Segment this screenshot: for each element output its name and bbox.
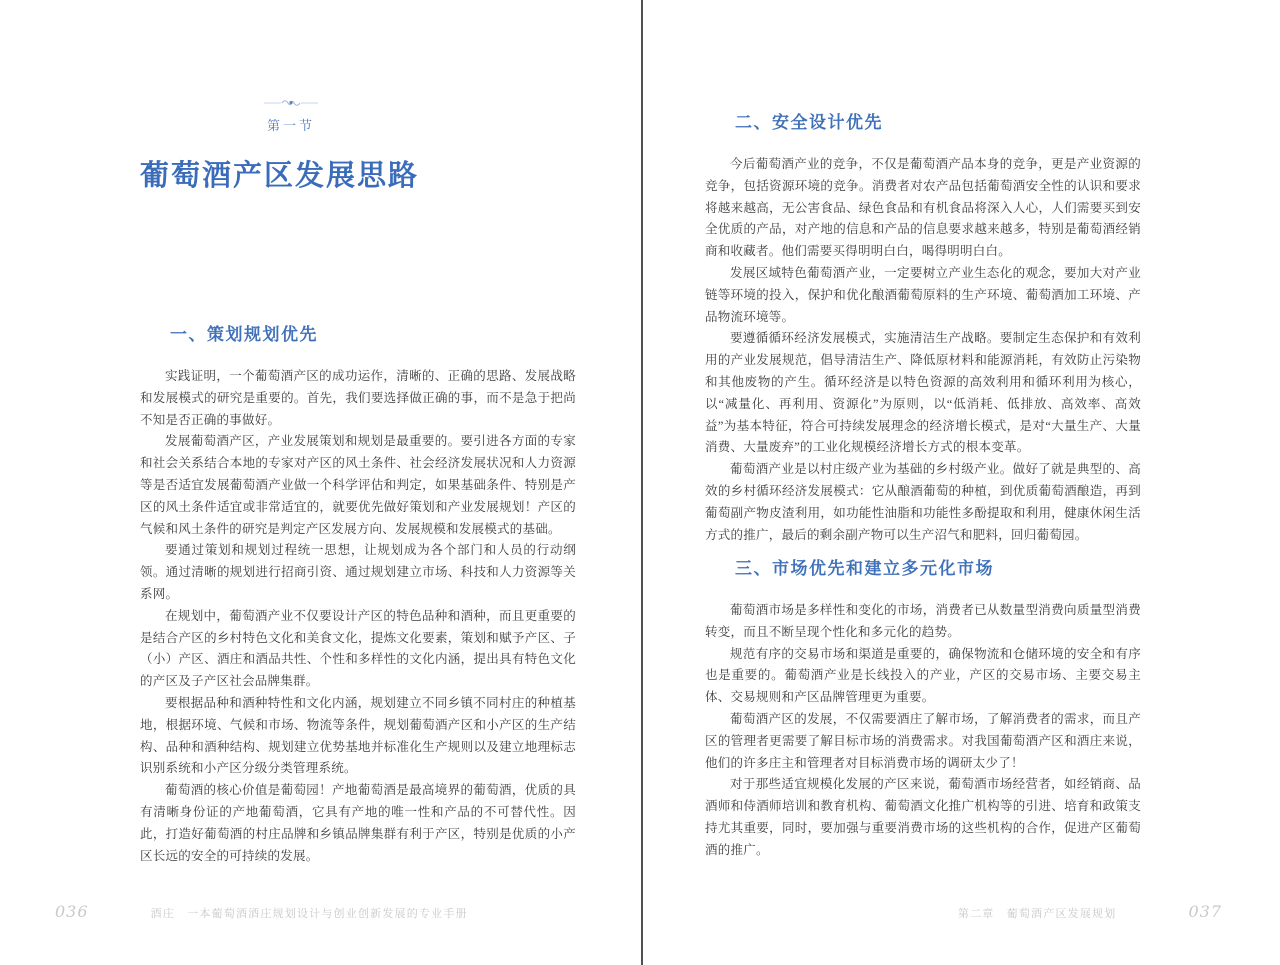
section-heading: 一、策划规划优先 bbox=[170, 325, 318, 344]
right-page-number: 037 bbox=[1188, 902, 1222, 921]
paragraph: 发展区域特色葡萄酒产业，一定要树立产业生态化的观念，要加大对产业链等环境的投入，保护和优化酿酒葡萄原料的生产环境、葡萄酒加工环境、产品物流环境等。 bbox=[705, 265, 1141, 324]
paragraph: 葡萄酒产业是以村庄级产业为基础的乡村级产业。做好了就是典型的、高效的乡村循环经济发展模式：它从酿酒葡萄的种植，到优质葡萄酒酿造，再到葡萄副产物皮渣利用，如功能性油脂和功能性多酚提取和利用，健康休闲生活方式的推广，最后的剩余副产物可以生产沼气和肥料，回归葡萄园。 bbox=[705, 462, 1141, 542]
paragraph: 要根据品种和酒种特性和文化内涵，规划建立不同乡镇不同村庄的种植基地，根据环境、气候和市场、物流等条件，规划葡萄酒产区和小产区的生产结构、品种和酒种结构、规划建立优势基地并标准化生产规则以及建立地理标志识别系统和小产区分级分类管理系统。 bbox=[140, 695, 576, 776]
chapter-running-footer: 第二章 葡萄酒产区发展规划 bbox=[957, 908, 1117, 920]
paragraph: 实践证明，一个葡萄酒产区的成功运作，清晰的、正确的思路、发展战略和发展模式的研究是重要的。首先，我们要选择做正确的事，而不是急于把尚不知是否正确的事做好。 bbox=[140, 369, 576, 427]
left-page-number: 036 bbox=[55, 902, 89, 921]
paragraph: 要通过策划和规划过程统一思想，让规划成为各个部门和人员的行动纲领。通过清晰的规划进行招商引资、通过规划建立市场、科技和人力资源等关系网。 bbox=[140, 543, 576, 601]
paragraph: 在规划中，葡萄酒产业不仅要设计产区的特色品种和酒种，而且更重要的是结合产区的乡村特色文化和美食文化，提炼文化要素，策划和赋予产区、子（小）产区、酒庄和酒品共性、个性和多样性的文化内涵，提出具有特色文化的产区及子产区社会品牌集群。 bbox=[140, 608, 576, 689]
right-footer bbox=[958, 902, 1222, 921]
section-market-first bbox=[705, 554, 1141, 862]
book-title-running-footer: 酒庄 一本葡萄酒酒庄规划设计与创业创新发展的专业手册 bbox=[150, 908, 468, 920]
page-divider bbox=[641, 0, 643, 965]
section-planning-first bbox=[140, 320, 576, 867]
section-safety-first bbox=[705, 108, 1141, 546]
paragraph: 对于那些适宜规模化发展的产区来说，葡萄酒市场经营者，如经销商、品酒师和侍酒师培训和教育机构、葡萄酒文化推广机构等的引进、培育和政策支持尤其重要，同时，要加强与重要消费市场的这些机构的合作，促进产区葡萄酒的推广。 bbox=[705, 777, 1141, 857]
paragraph: 葡萄酒产区的发展，不仅需要酒庄了解市场，了解消费者的需求，而且产区的管理者更需要了解目标市场的消费需求。对我国葡萄酒产区和酒庄来说，他们的许多庄主和管理者对目标消费市场的调研太少了！ bbox=[705, 711, 1141, 770]
section-heading: 二、安全设计优先 bbox=[735, 113, 883, 132]
flourish-icon bbox=[264, 98, 318, 108]
paragraph: 要遵循循环经济发展模式，实施清洁生产战略。要制定生态保护和有效利用的产业发展规范，倡导清洁生产、降低原材料和能源消耗，有效防止污染物和其他废物的产生。循环经济是以特色资源的高效利用和循环利用为核心，以“减量化、再利用、资源化”为原则，以“低消耗、低排放、高效率、高效益”为基本特征，符合可持续发展理念的经济增长模式，是对“大量生产、大量消费、大量废弃”的工业化规模经济增长方式的根本变革。 bbox=[705, 331, 1141, 455]
section-ornament bbox=[237, 98, 345, 134]
paragraph: 葡萄酒市场是多样性和变化的市场，消费者已从数量型消费向质量型消费转变，而且不断呈现个性化和多元化的趋势。 bbox=[705, 603, 1141, 639]
section-label: 第一节 bbox=[266, 118, 315, 133]
section-body bbox=[140, 366, 576, 867]
paragraph: 发展葡萄酒产区，产业发展策划和规划是最重要的。要引进各方面的专家和社会关系结合本地的专家对产区的风土条件、社会经济发展状况和人力资源等是否适宜发展葡萄酒产业做一个科学评估和判定，如果基础条件、特别是产区的风土条件适宜或非常适宜的，就要优先做好策划和产业发展规划！产区的气候和风土条件的研究是判定产区发展方向、发展规模和发展模式的基础。 bbox=[140, 434, 576, 536]
paragraph: 葡萄酒的核心价值是葡萄园！产地葡萄酒是最高境界的葡萄酒，优质的具有清晰身份证的产地葡萄酒，它具有产地的唯一性和产品的不可替代性。因此，打造好葡萄酒的村庄品牌和乡镇品牌集群有利于产区，特别是优质的小产区长远的安全的可持续的发展。 bbox=[140, 783, 576, 863]
section-heading: 三、市场优先和建立多元化市场 bbox=[735, 559, 994, 578]
paragraph: 规范有序的交易市场和渠道是重要的，确保物流和仓储环境的安全和有序也是重要的。葡萄酒产业是长线投入的产业，产区的交易市场、主要交易主体、交易规则和产区品牌管理更为重要。 bbox=[705, 646, 1141, 705]
paragraph: 今后葡萄酒产业的竞争，不仅是葡萄酒产品本身的竞争，更是产业资源的竞争，包括资源环境的竞争。消费者对农产品包括葡萄酒安全性的认识和要求将越来越高，无公害食品、绿色食品和有机食品将深入人心，人们需要买到安全优质的产品，对产地的信息和产品的信息要求越来越多，特别是葡萄酒经销商和收藏者。他们需要买得明明白白，喝得明明白白。 bbox=[705, 157, 1141, 259]
section-body bbox=[705, 154, 1141, 546]
section-body bbox=[705, 600, 1141, 862]
page-title: 葡萄酒产区发展思路 bbox=[140, 160, 420, 192]
left-footer bbox=[55, 902, 468, 921]
